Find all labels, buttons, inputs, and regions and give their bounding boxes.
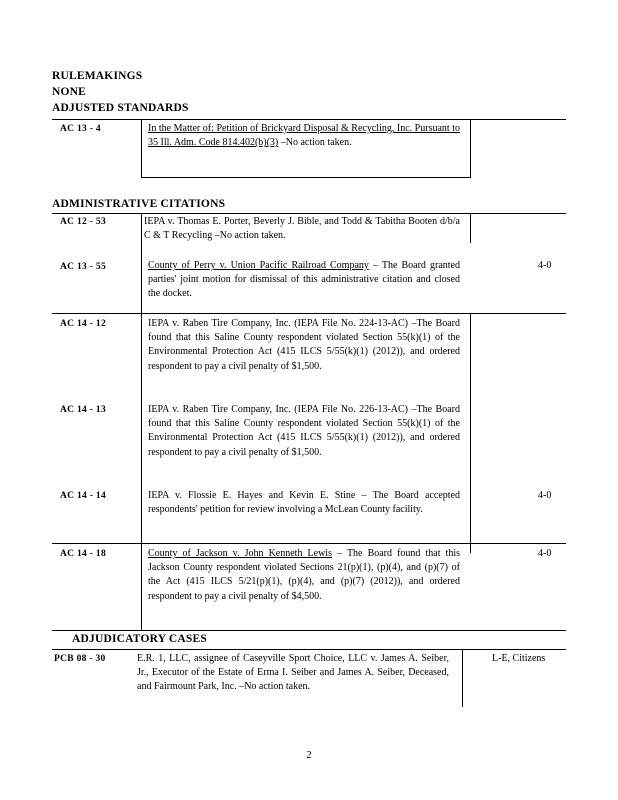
case-id: AC 14 - 12	[60, 319, 107, 329]
table-rule	[52, 649, 566, 650]
case-description	[148, 259, 460, 302]
vote-result: 4-0	[538, 260, 552, 271]
case-id: AC 13 - 4	[60, 124, 101, 134]
case-text: IEPA v. Raben Tire Company, Inc. (IEPA File No. 226-13-AC) –The Board found that this Saline County respondent violated Section 55(k)(1) of the Environmental Protection Act (415 ILCS 5/55(k)(1) (2012)), and ordered respondent to pay a civil penalty of $1,500.	[148, 404, 460, 458]
table-rule	[52, 543, 566, 544]
column-divider	[470, 213, 471, 243]
case-text: E.R. 1, LLC, assignee of Caseyville Sport Choice, LLC v. James A. Seiber, Jr., Executor of the Estate of Erma I. Seiber and James A. Seiber, Deceased, and Fairmount Park, Inc. –No action taken.	[137, 653, 449, 693]
table-rule	[52, 213, 566, 214]
table-rule	[52, 119, 566, 120]
case-description	[148, 122, 460, 150]
case-text: IEPA v. Flossie E. Hayes and Kevin E. Stine – The Board accepted respondents' petition for review involving a McLean County facility.	[148, 490, 460, 516]
table-rule	[52, 630, 566, 631]
case-description	[137, 652, 449, 695]
heading-adjudicatory-cases: ADJUDICATORY CASES	[72, 633, 207, 645]
column-divider	[470, 119, 471, 177]
column-divider	[141, 119, 142, 177]
case-title: County of Perry v. Union Pacific Railroad Company	[148, 260, 369, 271]
case-text: – The Board found that this Jackson County respondent violated Sections 21(p)(1), (p)(4), and (p)(7) of the Act (415 ILCS 5/21(p)(1), (p)(4), and (p)(7) (2012)), and ordered respondent to pay a civil penalty of $4,500.	[148, 548, 461, 602]
case-description	[148, 317, 460, 374]
case-id: PCB 08 - 30	[54, 654, 106, 664]
case-id: AC 14 - 18	[60, 549, 107, 559]
vote-result: 4-0	[538, 548, 552, 559]
case-description	[144, 215, 460, 243]
vote-result: L-E, Citizens	[492, 653, 546, 664]
case-description	[148, 403, 460, 460]
case-description	[148, 547, 460, 604]
case-title: County of Jackson v. John Kenneth Lewis	[148, 548, 332, 559]
case-id: AC 14 - 13	[60, 405, 107, 415]
heading-adjusted-standards: ADJUSTED STANDARDS	[52, 102, 189, 114]
case-text: – The Board granted parties' joint motion for dismissal of this administrative citation and closed the docket.	[148, 260, 460, 300]
case-description	[148, 489, 460, 517]
column-divider	[141, 213, 142, 630]
table-rule	[141, 177, 471, 178]
table-rule	[52, 313, 566, 314]
case-text: –No action taken.	[278, 137, 352, 149]
case-text: IEPA v. Thomas E. Porter, Beverly J. Bible, and Todd & Tabitha Booten d/b/a C & T Recycling –No action taken.	[144, 216, 460, 242]
case-id: AC 12 - 53	[60, 217, 107, 227]
column-divider	[462, 649, 463, 707]
case-id: AC 14 - 14	[60, 491, 107, 501]
case-text: IEPA v. Raben Tire Company, Inc. (IEPA File No. 224-13-AC) –The Board found that this Saline County respondent violated Section 55(k)(1) of the Environmental Protection Act (415 ILCS 5/55(k)(1) (2012)), and ordered respondent to pay a civil penalty of $1,500.	[148, 318, 460, 372]
vote-result: 4-0	[538, 490, 552, 501]
heading-none: NONE	[52, 86, 87, 98]
heading-administrative-citations: ADMINISTRATIVE CITATIONS	[52, 198, 226, 210]
case-id: AC 13 - 55	[60, 262, 107, 272]
heading-rulemakings: RULEMAKINGS	[52, 70, 143, 82]
page-number: 2	[306, 749, 312, 761]
case-title: In the Matter of: Petition of Brickyard Disposal & Recycling, Inc. Pursuant to 35 Ill. Adm. Code 814.402(b)(3)	[148, 123, 460, 149]
column-divider	[470, 313, 471, 553]
